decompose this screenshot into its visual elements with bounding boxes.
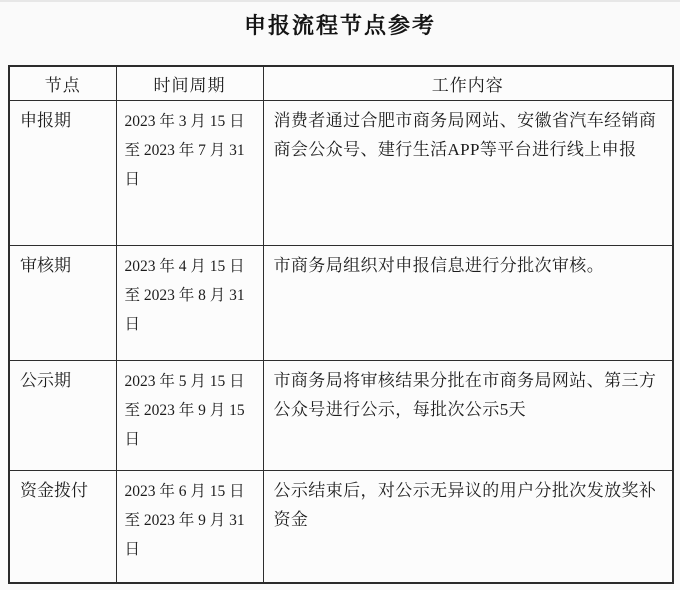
header-row bbox=[9, 66, 673, 100]
node-cell: 公示期 bbox=[9, 360, 116, 470]
header-content: 工作内容 bbox=[263, 66, 673, 100]
table-header bbox=[9, 66, 673, 100]
period-cell: 2023 年 6 月 15 日至 2023 年 9 月 31 日 bbox=[116, 470, 263, 583]
process-table bbox=[8, 65, 674, 584]
node-cell: 审核期 bbox=[9, 245, 116, 360]
header-period: 时间周期 bbox=[116, 66, 263, 100]
node-cell: 申报期 bbox=[9, 100, 116, 245]
period-cell: 2023 年 4 月 15 日至 2023 年 8 月 31 日 bbox=[116, 245, 263, 360]
content-cell: 消费者通过合肥市商务局网站、安徽省汽车经销商商会公众号、建行生活APP等平台进行线上申报 bbox=[263, 100, 673, 245]
content-cell: 市商务局将审核结果分批在市商务局网站、第三方公众号进行公示，每批次公示5天 bbox=[263, 360, 673, 470]
content-cell: 市商务局组织对申报信息进行分批次审核。 bbox=[263, 245, 673, 360]
table-row bbox=[9, 245, 673, 360]
page-title: 申报流程节点参考 bbox=[243, 13, 436, 38]
table-row bbox=[9, 360, 673, 470]
table-row bbox=[9, 470, 673, 583]
header-node: 节点 bbox=[9, 66, 116, 100]
node-cell: 资金拨付 bbox=[9, 470, 116, 583]
period-cell: 2023 年 3 月 15 日至 2023 年 7 月 31 日 bbox=[116, 100, 263, 245]
content-cell: 公示结束后，对公示无异议的用户分批次发放奖补资金 bbox=[263, 470, 673, 583]
table-row bbox=[9, 100, 673, 245]
period-cell: 2023 年 5 月 15 日至 2023 年 9 月 15 日 bbox=[116, 360, 263, 470]
